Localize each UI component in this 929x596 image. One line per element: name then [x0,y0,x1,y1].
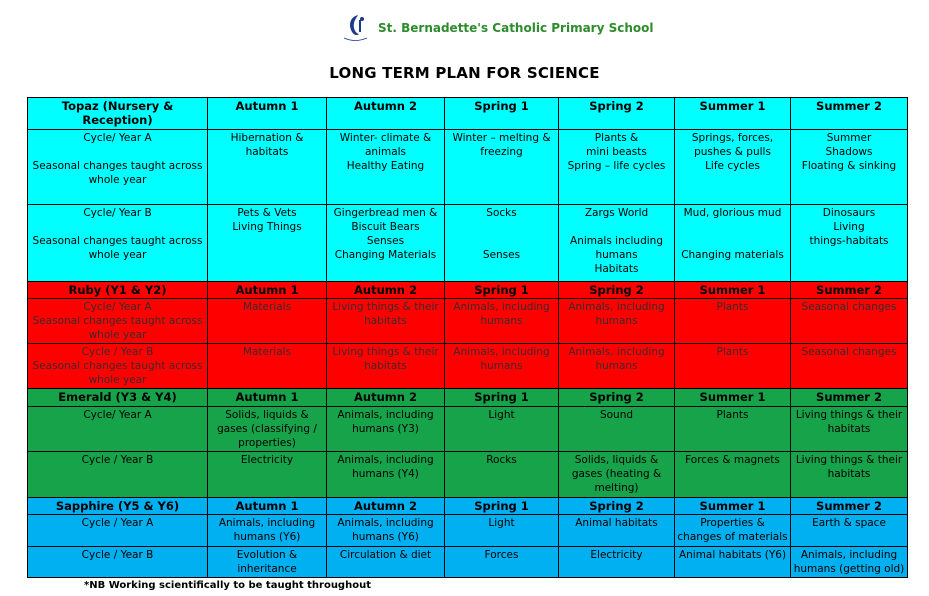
topic-cell: Springs, forces, pushes & pulls Life cycles [675,130,791,205]
topic-cell: Properties & changes of materials [675,515,791,546]
term-header: Summer 1 [675,498,791,515]
group-header-row [28,389,908,406]
group-name: Topaz (Nursery & Reception) [28,98,208,130]
term-header: Autumn 1 [208,389,327,406]
topic-cell: Earth & space [791,515,908,546]
term-header: Autumn 1 [208,498,327,515]
topic-cell: Summer Shadows Floating & sinking [791,130,908,205]
topic-cell: Animals, including humans [445,298,559,343]
term-header: Summer 1 [675,281,791,298]
topic-cell: Rocks [445,451,559,497]
topic-cell: Animals, including humans [559,344,675,389]
term-header: Summer 2 [791,98,908,130]
term-header: Summer 2 [791,281,908,298]
topic-cell: Animals, including humans (getting old) [791,546,908,577]
cycle-row [28,406,908,451]
school-name: St. Bernadette's Catholic Primary School [378,21,654,35]
topic-cell: Animals, including humans (Y6) [208,515,327,546]
cycle-row [28,130,908,205]
cycle-label: Cycle/ Year A Seasonal changes taught across whole year [28,130,208,205]
term-header: Summer 2 [791,389,908,406]
cycle-label: Cycle/ Year A [28,406,208,451]
topic-cell: Materials [208,344,327,389]
topic-cell: Solids, liquids & gases (classifying / properties) [208,406,327,451]
topic-cell: Light [445,515,559,546]
topic-cell: Animals, including humans [445,344,559,389]
cycle-label: Cycle / Year B [28,546,208,577]
footnote: *NB Working scientifically to be taught throughout [84,580,371,591]
cycle-label: Cycle/ Year B Seasonal changes taught across whole year [28,204,208,281]
topic-cell: Animals, including humans (Y6) [327,515,445,546]
group-header-row [28,98,908,130]
term-header: Autumn 2 [327,498,445,515]
cycle-row [28,298,908,343]
topic-cell: Forces & magnets [675,451,791,497]
science-plan-table [27,97,908,578]
topic-cell: Living things & their habitats [791,406,908,451]
cycle-row [28,344,908,389]
topic-cell: Living things & their habitats [327,344,445,389]
term-header: Spring 2 [559,98,675,130]
term-header: Summer 1 [675,389,791,406]
group-header-row [28,498,908,515]
topic-cell: Living things & their habitats [791,451,908,497]
group-name: Ruby (Y1 & Y2) [28,281,208,298]
cycle-row [28,451,908,497]
page-title: LONG TERM PLAN FOR SCIENCE [329,64,600,82]
topic-cell: Winter – melting & freezing [445,130,559,205]
topic-cell: Dinosaurs Living things-habitats [791,204,908,281]
topic-cell: Sound [559,406,675,451]
term-header: Autumn 2 [327,389,445,406]
term-header: Summer 2 [791,498,908,515]
term-header: Spring 1 [445,389,559,406]
term-header: Spring 1 [445,281,559,298]
topic-cell: Animal habitats [559,515,675,546]
topic-cell: Seasonal changes [791,298,908,343]
cycle-label: Cycle / Year A [28,515,208,546]
cycle-label: Cycle / Year B [28,451,208,497]
topic-cell: Hibernation & habitats [208,130,327,205]
topic-cell: Seasonal changes [791,344,908,389]
topic-cell: Animals, including humans (Y4) [327,451,445,497]
school-header [340,10,660,46]
term-header: Spring 2 [559,281,675,298]
term-header: Summer 1 [675,98,791,130]
topic-cell: Materials [208,298,327,343]
topic-cell: Plants [675,298,791,343]
cycle-row [28,546,908,577]
topic-cell: Gingerbread men & Biscuit Bears Senses Changing Materials [327,204,445,281]
term-header: Autumn 1 [208,98,327,130]
topic-cell: Forces [445,546,559,577]
topic-cell: Winter- climate & animals Healthy Eating [327,130,445,205]
topic-cell: Animals, including humans (Y3) [327,406,445,451]
group-name: Emerald (Y3 & Y4) [28,389,208,406]
cycle-row [28,204,908,281]
topic-cell: Circulation & diet [327,546,445,577]
term-header: Spring 2 [559,389,675,406]
school-logo-icon [340,12,370,44]
cycle-label: Cycle / Year B Seasonal changes taught across whole year [28,344,208,389]
cycle-row [28,515,908,546]
topic-cell: Light [445,406,559,451]
term-header: Spring 1 [445,498,559,515]
topic-cell: Evolution & inheritance [208,546,327,577]
topic-cell: Plants [675,406,791,451]
topic-cell: Solids, liquids & gases (heating & melting) [559,451,675,497]
cycle-label: Cycle/ Year A Seasonal changes taught across whole year [28,298,208,343]
topic-cell: Mud, glorious mud Changing materials [675,204,791,281]
topic-cell: Animal habitats (Y6) [675,546,791,577]
topic-cell: Living things & their habitats [327,298,445,343]
topic-cell: Pets & Vets Living Things [208,204,327,281]
topic-cell: Plants & mini beasts Spring – life cycles [559,130,675,205]
group-header-row [28,281,908,298]
topic-cell: Zargs World Animals including humans Habitats [559,204,675,281]
topic-cell: Animals, including humans [559,298,675,343]
term-header: Autumn 2 [327,98,445,130]
term-header: Autumn 2 [327,281,445,298]
term-header: Autumn 1 [208,281,327,298]
topic-cell: Plants [675,344,791,389]
group-name: Sapphire (Y5 & Y6) [28,498,208,515]
term-header: Spring 2 [559,498,675,515]
topic-cell: Electricity [208,451,327,497]
topic-cell: Socks Senses [445,204,559,281]
term-header: Spring 1 [445,98,559,130]
topic-cell: Electricity [559,546,675,577]
